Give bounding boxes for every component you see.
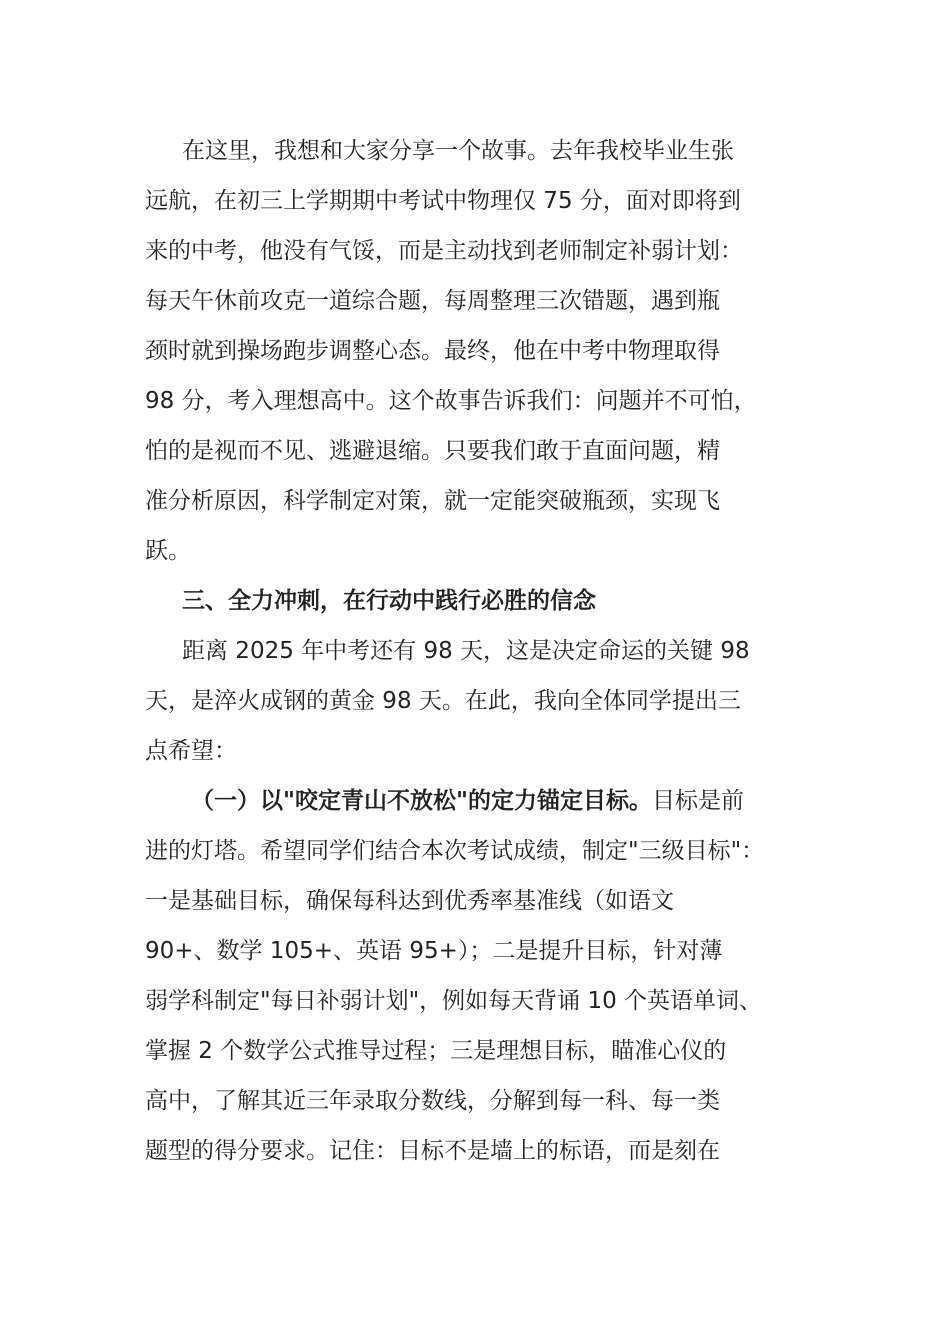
text-line: 进的灯塔。希望同学们结合本次考试成绩，制定"三级目标"： xyxy=(145,838,765,864)
paragraph-goals xyxy=(145,776,835,1176)
text-line: 一是基础目标，确保每科达到优秀率基准线（如语文 xyxy=(145,888,674,914)
document-body xyxy=(145,126,835,1176)
goal-lead-rest: 目标是前 xyxy=(651,788,744,814)
text-line: 跃。 xyxy=(145,538,191,564)
text-line: 掌握 2 个数学公式推导过程；三是理想目标，瞄准心仪的 xyxy=(145,1038,727,1064)
goal-lead-heading: （一）以"咬定青山不放松"的定力锚定目标。 xyxy=(191,788,652,814)
text-line: 弱学科制定"每日补弱计划"，例如每天背诵 10 个英语单词、 xyxy=(145,988,763,1014)
text-line: 远航，在初三上学期期中考试中物理仅 75 分，面对即将到 xyxy=(145,188,741,214)
text-line: 在这里，我想和大家分享一个故事。去年我校毕业生张 xyxy=(182,138,734,164)
paragraph-story xyxy=(145,126,835,576)
text-line: 怕的是视而不见、逃避退缩。只要我们敢于直面问题，精 xyxy=(145,438,720,464)
text-line: 高中，了解其近三年录取分数线，分解到每一科、每一类 xyxy=(145,1088,720,1114)
text-line: 每天午休前攻克一道综合题，每周整理三次错题，遇到瓶 xyxy=(145,288,720,314)
text-line xyxy=(145,776,835,826)
text-line: 98 分，考入理想高中。这个故事告诉我们：问题并不可怕， xyxy=(145,388,757,414)
text-line: 准分析原因，科学制定对策，就一定能突破瓶颈，实现飞 xyxy=(145,488,720,514)
section-heading: 三、全力冲刺，在行动中践行必胜的信念 xyxy=(182,588,596,614)
text-line: 点希望： xyxy=(145,738,237,764)
text-line: 距离 2025 年中考还有 98 天，这是决定命运的关键 98 xyxy=(182,638,750,664)
text-line: 颈时就到操场跑步调整心态。最终，他在中考中物理取得 xyxy=(145,338,720,364)
text-line: 题型的得分要求。记住：目标不是墙上的标语，而是刻在 xyxy=(145,1138,720,1164)
text-line: 来的中考，他没有气馁，而是主动找到老师制定补弱计划： xyxy=(145,238,743,264)
paragraph-countdown xyxy=(145,626,835,776)
text-line: 90+、数学 105+、英语 95+）；二是提升目标，针对薄 xyxy=(145,938,723,964)
text-line: 天，是淬火成钢的黄金 98 天。在此，我向全体同学提出三 xyxy=(145,688,741,714)
